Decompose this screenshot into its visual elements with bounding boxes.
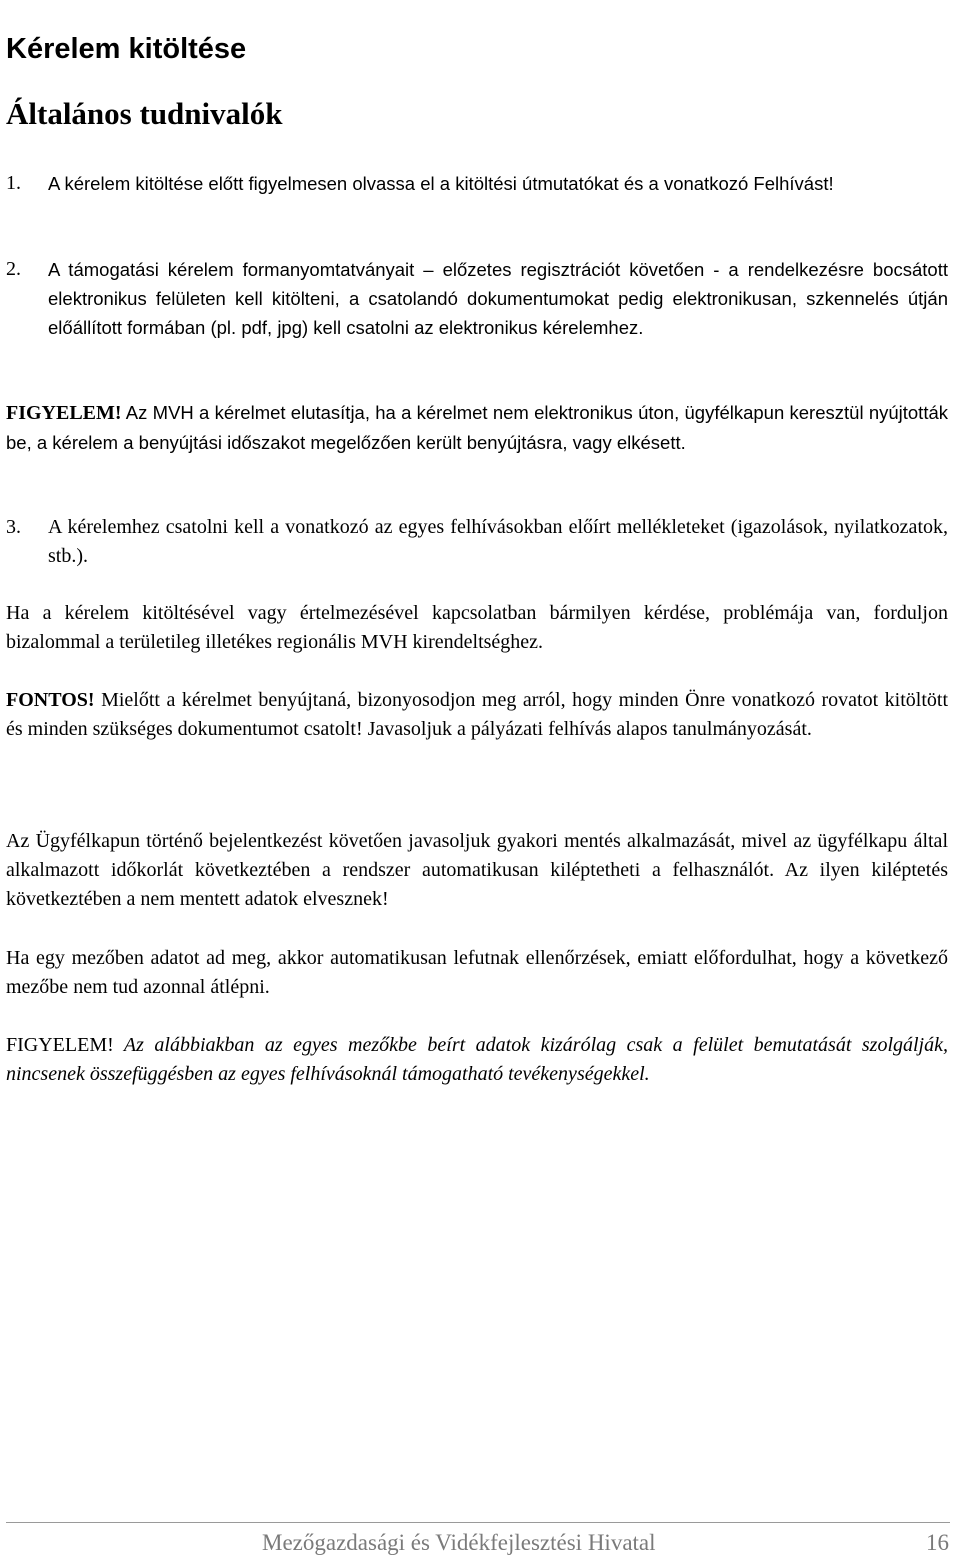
fields-paragraph: Ha egy mezőben adatot ad meg, akkor automatikusan lefutnak ellenőrzések, emiatt előfordulhat, hogy a következő mezőbe nem tud azonnal átlépni.: [6, 947, 948, 998]
list-item-2: [6, 255, 948, 342]
page-title: Kérelem kitöltése: [6, 33, 247, 65]
list-item-1: [6, 169, 948, 198]
warning-label: FIGYELEM!: [6, 402, 122, 424]
important-text: Mielőtt a kérelmet benyújtaná, bizonyosodjon meg arról, hogy minden Önre vonatkozó rovatot kitöltött és minden szükséges dokumentumot csatolt! Javasoljuk a pályázati felhívás alapos tanulmányozását.: [6, 689, 948, 740]
disclaimer-paragraph: [6, 1031, 948, 1089]
list-item-number: 2.: [6, 258, 21, 280]
footer-page-number: 16: [926, 1530, 949, 1555]
session-paragraph: Az Ügyfélkapun történő bejelentkezést követően javasoljuk gyakori mentés alkalmazását, mivel az ügyfélkapu által alkalmazott időkorlát következtében a rendszer automatikusan kiléptetheti a felhasználót. Az ilyen kiléptetés következtében a nem mentett adatok elvesznek!: [6, 830, 948, 910]
warning-paragraph: [6, 398, 948, 457]
list-item-text: A kérelemhez csatolni kell a vonatkozó az egyes felhívásokban előírt mellékleteket (igazolások, nyilatkozatok, stb.).: [48, 516, 948, 567]
list-item-3: [6, 513, 948, 571]
section-heading: Általános tudnivalók: [6, 96, 283, 131]
important-label: FONTOS!: [6, 689, 95, 711]
important-paragraph: [6, 686, 948, 744]
list-item-number: 3.: [6, 516, 21, 538]
disclaimer-label: FIGYELEM!: [6, 1034, 114, 1056]
footer-divider: [6, 1522, 950, 1523]
disclaimer-text: Az alábbiakban az egyes mezőkbe beírt adatok kizárólag csak a felület bemutatását szolgálják, nincsenek összefüggésben az egyes felhívásoknál támogatható tevékenységekkel.: [6, 1034, 948, 1085]
warning-text: Az MVH a kérelmet elutasítja, ha a kérelmet nem elektronikus úton, ügyfélkapun keresztül nyújtották be, a kérelem a benyújtási időszakot megelőzően került benyújtásra, vagy elkésett.: [6, 402, 948, 453]
help-paragraph: Ha a kérelem kitöltésével vagy értelmezésével kapcsolatban bármilyen kérdése, problémája van, forduljon bizalommal a területileg illetékes regionális MVH kirendeltséghez.: [6, 602, 948, 653]
list-item-text: A kérelem kitöltése előtt figyelmesen olvassa el a kitöltési útmutatókat és a vonatkozó Felhívást!: [48, 173, 834, 194]
list-item-number: 1.: [6, 172, 21, 194]
list-item-text: A támogatási kérelem formanyomtatványait – előzetes regisztrációt követően - a rendelkezésre bocsátott elektronikus felületen kell kitölteni, a csatolandó dokumentumokat pedig elektronikusan, szkennelés útján előállított formában (pl. pdf, jpg) kell csatolni az elektronikus kérelemhez.: [48, 259, 948, 338]
footer-organization: Mezőgazdasági és Vidékfejlesztési Hivatal: [262, 1530, 656, 1555]
